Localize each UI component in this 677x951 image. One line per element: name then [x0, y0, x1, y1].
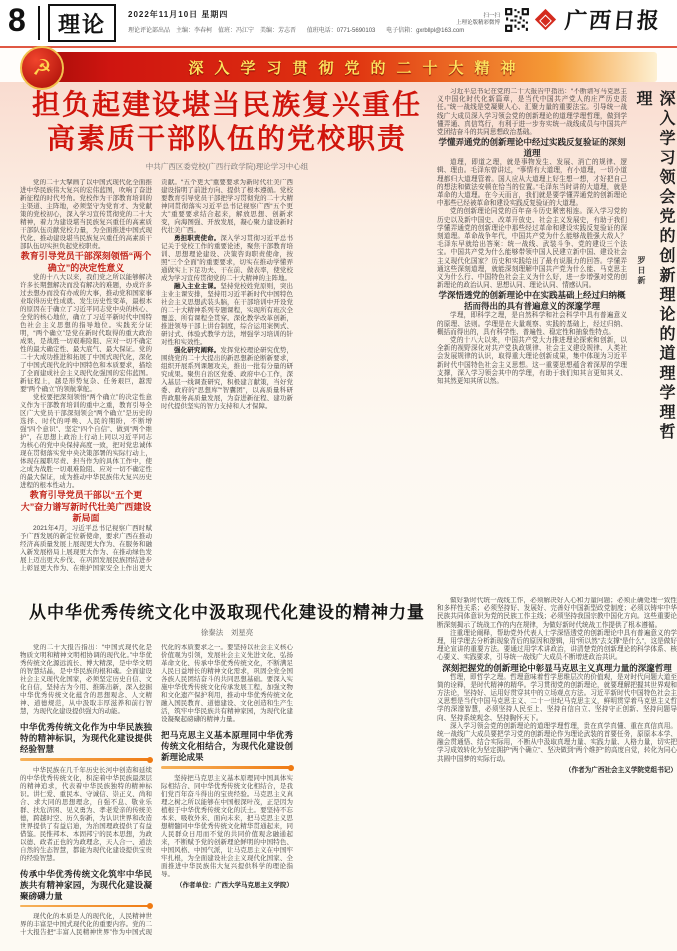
bottom-article [20, 598, 434, 948]
qr-code-icon [504, 7, 530, 33]
main-headline-line2: 高素质干部队伍的党校职责 [46, 123, 407, 154]
bottom-intro-paragraph: 党的二十大报告指出：“中国式现代化是物质文明和精神文明相协调的现代化。”中华优秀传统文化源远流长、博大精深，是中华文明的智慧结晶，是中华民族的根和魂。全面建设社会主义现代化国家，必须坚定历史自信、文化自信，坚持古为今用、推陈出新，深入挖掘中华优秀传统文化蕴含的思想观念、人文精神、道德规范，从中汲取丰厚滋养和前行智慧，为现代化建设提供强大的动能。 [20, 644, 152, 715]
main-paragraph [161, 235, 293, 283]
theme-banner [22, 52, 657, 82]
right-subhead-3: 深刻把握党的创新理论中彰显马克思主义真理力量的深邃哲理 [442, 662, 672, 673]
main-paragraph: 党校要把深刻领悟“两个确立”的决定性意义作为干部教育培训的重中之重，教育引导全区广大党员干部深刻领会“两个确立”是历史的选择、时代的呼唤、人民的期盼，不断增强“四个意识”、坚定“四个自信”、做到“两个维护”，在思想上政治上行动上同以习近平同志为核心的党中央保持高度一致，把对党忠诚体现在贯彻落实党中央决策部署的实际行动上，体现在履职尽责、担当作为的具体工作中，使之成为战胜一切艰难险阻、应对一切不确定性的最大保证，成为推动中华民族伟大复兴历史进程的根本性动力。 [20, 394, 152, 489]
main-paragraph [161, 347, 293, 411]
orange-accent-line [161, 766, 293, 769]
right-paragraph: 党的十八大以来，中国共产党大力推进理论探索和创新，以全新的视野深化对共产党执政规律、社会主义建设规律、人类社会发展规律的认识，取得重大理论创新成果，集中体现为习近平新时代中国特色社会主义思想。这一重要思想蕴含着深厚的学理支撑，深入学习领会其中的学理，有助于我们知其言更知其义、知其然更知其所以然。 [437, 337, 627, 386]
banner-title: 深入学习贯彻党的二十大精神 [188, 59, 527, 77]
right-article-vertical-title: 深入学习领会党的创新理论的道理学理哲理 [634, 90, 674, 442]
main-article [20, 88, 434, 592]
bold-lead: 融入主业主课。 [174, 283, 221, 290]
bold-lead: 勇担职责使命。 [174, 235, 221, 242]
phone-label: 值班电话：0771-5690103 [306, 28, 376, 34]
main-paragraph: 2021年4月，习近平总书记视察广西时赋予广西发展的新定位新使命，要求广西在推动经济高质量发展上展现更大作为、在服务和融入新发展格局上展现更大作为、在推动绿色发展上迈出更大步伐、在巩固发展民族团结进步上彰显更大作为、在维护国家安全上作出更大贡献。“五个更大”重要要求为新时代壮美广西建设指明了前进方向、提供了根本遵循。党校要教育引导党员干部把学习贯彻党的二十大精神同贯彻落实习近平总书记视察广西“五个更大”重要要求结合起来，解放思想、创新求变，向海图强、开放发展，凝心聚力建设新时代壮美广西。 [20, 179, 293, 572]
orange-accent-line [20, 905, 152, 908]
right-paragraph: 道理，即道之理，就是事物发生、发展、消亡的规律、逻辑、理由。毛泽东曾讲过，“事情有大道理，有小道理，一切小道理都归大道理管着。国人应从大道理上好生想一想，才好把自己的想法和做法安顿在恰当的位置。”毛泽东当时讲的大道理，就是革命的大道理。在今天而言，我们就是要学懂弄通党的创新理论中那些已经被革命和建设实践反复验证的大道理。 [437, 159, 627, 208]
main-intro-paragraph: 党的二十大擘画了以中国式现代化全面推进中华民族伟大复兴的宏伟蓝图，吹响了奋进新征程的时代号角。党校作为干部教育培训的主渠道、主阵地，必须坚守为党育才、为党献策的党校初心，深入学习宣传贯彻党的二十大精神，着力为建设堪当民族复兴重任的高素质干部队伍贡献党校力量，为全面推进中国式现代化、推动建设堪当民族复兴重任的高素质干部队伍切实担负起党校职责。 [20, 179, 152, 250]
right-paragraph: 党的创新理论同党的百年奋斗历史紧密相连。深入学习党的历史以及新中国史、改革开放史、社会主义发展史，有助于我们学懂弄通党的创新理论中那些经过革命和建设实践反复验证的深刻道理。革命战争年代，中国共产党为什么能够战胜强大敌人？毛泽东早就给出答案：统一战线、武装斗争、党的建设三个法宝。中国共产党为什么能够带领中国人民建立新中国、建设社会主义现代化国家？历史和实践给出了最有说服力的回答。学懂弄通这些深刻道理，就能深刻理解中国共产党为什么能、马克思主义为什么行、中国特色社会主义为什么好，进一步增强对党的创新理论的政治认同、思想认同、理论认同、情感认同。 [437, 208, 627, 290]
bottom-paragraph: 坚持把马克思主义基本原理同中国具体实际相结合、同中华优秀传统文化相结合，是我们党百年奋斗得出的宝贵经验。马克思主义真理之树之所以能够在中国根深叶茂，正是因为植根于中华优秀传统文化的沃土。要坚持不忘本来、吸收外来、面向未来，把马克思主义思想精髓同中华优秀传统文化精华贯通起来，同人民群众日用而不觉的共同价值观念融通起来，不断赋予党的创新理论鲜明的中国特色、中国风格、中国气派，让马克思主义在中国牢牢扎根，为全面建设社会主义现代化国家、全面推进中华民族伟大复兴提供科学的理论指导。 [161, 774, 293, 878]
lead-text: 坚持党校姓党原则，突出主业主课安排，坚持用习近平新时代中国特色社会主义思想武装头脑，在干部培训中开设党的二十大精神系列专题课程，实现所有班次全覆盖、所有课程全贯穿。深化教学改革创新，推进领导干部上讲台制度，综合运用案例式、研讨式、体验式教学方法，增强学习培训的针对性和实效性。 [161, 283, 294, 346]
section-title: 理论 [48, 4, 116, 42]
staff-line [128, 25, 508, 34]
bottom-article-author-note: （作者单位：广西大学马克思主义学院） [176, 881, 293, 889]
right-paragraph: 深入学习领会党的创新理论的道理学理哲理，贵在真学真懂、重在真信真用。统一战线广大成员要把学习党的创新理论作为理论武装的首要任务，原原本本学、融会贯通悟、结合实际用，不断从中汲取真理力量、实践力量、人格力量，切实把学习成效转化为坚定拥护“两个确立”、坚决做到“两个维护”的高度自觉，转化为同心共圆中国梦的实际行动。 [437, 722, 677, 763]
main-paragraph: 党的十八大以来，我们党之所以能够解决许多长期想解决而没有解决的难题，办成许多过去想办而没有办成的大事，推动党和国家事业取得历史性成就、发生历史性变革，最根本的原因在于确立了习近平同志党中央的核心、全党的核心地位，确立了习近平新时代中国特色社会主义思想的指导地位。实践充分证明，“两个确立”是党在新时代取得的重大政治成果，是战胜一切艰难险阻、应对一切不确定性的最大确定性、最大底气、最大保证。党的二十大成功推进和拓展了中国式现代化，深化了中国式现代化的中国特色和本质要求，描绘了全面建成社会主义现代化强国的宏伟蓝图。新征程上，越是形势复杂、任务艰巨，越需要“两个确立”的领航掌舵。 [20, 274, 152, 393]
brand-diamond-icon [535, 9, 556, 30]
right-article-author-note: （作者为广西社会主义学院党组书记） [564, 766, 677, 774]
right-article-body-lower [437, 597, 677, 951]
date-line: 2022年11月10日 星期四 [128, 10, 229, 19]
right-subhead-2: 学深悟透党的创新理论中在实践基础上经过归纳概括而得出的具有普遍意义的深邃学理 [438, 290, 626, 312]
qr-caption-line2: 上理论版精彩微博 [455, 19, 500, 26]
main-article-body [20, 179, 434, 579]
main-headline-line1: 担负起建设堪当民族复兴重任 [31, 89, 422, 120]
page-header [0, 0, 677, 48]
bottom-subhead-1-block [20, 722, 152, 761]
staff-names: 理论评论部出品 主编：李春柯 值班：冯江宁 美编：芳志晋 [128, 28, 297, 34]
page-number: 8 [8, 2, 26, 38]
right-article-body-upper [437, 88, 627, 593]
bottom-paragraph: 现代化的本质是人的现代化，人民精神世界的丰富是中国式现代化的重要内容。党的二十大报告把“丰富人民精神世界”作为中国式现代化的本质要求之一。要坚持以社会主义核心价值观为引领，发展社会主义先进文化、弘扬革命文化、传承中华优秀传统文化，不断满足人民日益增长的精神文化需求，巩固全党全国各族人民团结奋斗的共同思想基础。要深入实施中华优秀传统文化传承发展工程，加强文物和文化遗产保护利用，推动中华优秀传统文化融入国民教育、道德建设、文化创造和生产生活，筑牢中华民族共有精神家园，为现代化建设凝聚起磅礴的精神力量。 [20, 644, 293, 936]
bottom-subhead-3: 把马克思主义基本原理同中华优秀传统文化相结合，为现代化建设创新理论成果 [161, 730, 293, 762]
lead-text: 发挥党校理论研究优势，围绕党的二十大提出的新思想新论断新要求，组织开展系列课题攻关，推出一批有分量的研究成果。聚焦自治区党委、政府中心工作，深入基层一线调查研究，积极建言献策，当好党委、政府的“思想库”“智囊团”，以高质量科研咨政服务高质量发展，为奋进新征程、建功新时代提供坚实的智力支持和人才保障。 [161, 347, 294, 410]
bottom-article-body [20, 644, 434, 944]
bottom-subhead-3-block [161, 730, 293, 769]
bottom-paragraph: 中华民族在几千年历史长河中创造和延续的中华优秀传统文化，积淀着中华民族最深层的精神追求，代表着中华民族独特的精神标识。讲仁爱、重民本、守诚信、崇正义、尚和合、求大同的思想理念，自强不息、敬业乐群、扶危济困、见义勇为、孝老爱亲的传统美德，跨越时空、历久弥新，为认识世界和改造世界提供了有益启迪，为治国理政提供了有益借鉴。民惟邦本、本固邦宁的民本思想，为政以德、政者正也的为政理念，天人合一、道法自然的生态智慧，都能为现代化建设提供宝贵的经验智慧。 [20, 766, 152, 862]
qr-caption [456, 13, 500, 27]
qr-caption-line1: 扫一扫 [483, 12, 500, 19]
lead-text: 深入学习贯彻习近平总书记关于党校工作的重要论述，聚焦干部教育培训、思想理论建设、决策咨询职责使命，按照“三个全面”的重要要求，切实在推动学懂弄通做实上下足功夫、干在前、做表率，使党校成为学习宣传贯彻党的二十大精神的主阵地。 [161, 235, 294, 282]
bottom-subhead-2-block [20, 869, 152, 908]
right-intro-paragraph: 习近平总书记在党的二十大报告中指出：“不断谱写马克思主义中国化时代化新篇章，是当代中国共产党人的庄严历史责任。”统一战线是党凝聚人心、汇聚力量的重要法宝。引导统一战线广大成员深入学习领会党的创新理论的道理学理哲理，做到学懂弄通、真信笃行，有利于进一步夯实统一战线成员与中国共产党团结奋斗的共同思想政治基础。 [437, 88, 627, 137]
right-paragraph: 哲理，即哲学之理。哲理意味着哲学思维层次的价值观，是对时代问题大道至简的诠释，是时代精神的精华。学习贯彻党的创新理论，就要理解把握其世界观和方法论，坚持好、运用好贯穿其中的立场观点方法。习近平新时代中国特色社会主义思想是当代中国马克思主义、二十一世纪马克思主义，鲜明贯穿着马克思主义哲学的深邃智慧，必须坚持人民至上、坚持自信自立、坚持守正创新、坚持问题导向、坚持系统观念、坚持胸怀天下。 [437, 673, 677, 722]
orange-accent-line [20, 758, 152, 761]
right-article-author: 罗日新 [637, 256, 646, 286]
main-headline [20, 88, 434, 156]
bottom-subhead-1: 中华优秀传统文化作为中华民族独特的精神标识，为现代化建设提供经验智慧 [20, 722, 152, 754]
header-right [456, 4, 661, 35]
main-subhead-2: 教育引导党员干部以“五个更大”奋力谱写新时代壮美广西建设新局面 [20, 490, 152, 523]
email-label: 电子信箱：gxrbllpl@163.com [386, 28, 465, 34]
header-divider [38, 6, 40, 40]
main-paragraph [161, 283, 293, 347]
right-article [437, 88, 677, 951]
right-paragraph: 注重理论阐释，帮助党外代表人士学深悟透党的创新理论中具有普遍意义的学理，用学理去分析新现象背后的原因和逻辑，用“所以然”去支撑“是什么”，这是做好理论宣讲的重要方法。要通过用学术讲政治，讲清楚党的创新理论的科学体系、核心要义、实践要求，引导统一战线广大成员不断增进政治共识。 [437, 629, 677, 662]
header-info [128, 9, 508, 34]
main-byline: 中共广西区委党校(广西行政学院)理论学习中心组 [145, 162, 309, 171]
party-emblem-icon: ☭ [20, 46, 64, 90]
bottom-subhead-2: 传承中华优秀传统文化筑牢中华民族共有精神家园，为现代化建设凝聚磅礴力量 [20, 868, 152, 901]
main-subhead-1: 教育引导党员干部深刻领悟“两个确立”的决定性意义 [20, 251, 152, 273]
bottom-byline: 徐秦法 刘星亮 [200, 628, 254, 637]
right-paragraph: 学理，即科学之理，是自然科学和社会科学中具有普遍意义的原理、法则。学理是在大量观察、实践的基础上，经过归纳、概括而得出的，具有科学性、普遍性、稳定性和抽象性特点。 [437, 312, 627, 336]
bold-lead: 强化研究阐释。 [174, 347, 221, 354]
right-paragraph: 做好新时代统一战线工作，必须解决好人心和力量问题；必须正确处理一致性和多样性关系；必须坚持好、发展好、完善好中国新型政党制度；必须以铸牢中华民族共同体意识为党的民族工作主线；必须坚持我国宗教中国化方向。这些重要论断深刻揭示了统战工作的内在规律，为做好新时代统战工作提供了根本遵循。 [437, 597, 677, 629]
right-subhead-1: 学懂弄通党的创新理论中经过实践反复验证的深刻道理 [438, 137, 626, 159]
bottom-headline: 从中华优秀传统文化中汲取现代化建设的精神力量 [29, 603, 425, 622]
masthead-logo: 广西日报 [563, 8, 663, 34]
